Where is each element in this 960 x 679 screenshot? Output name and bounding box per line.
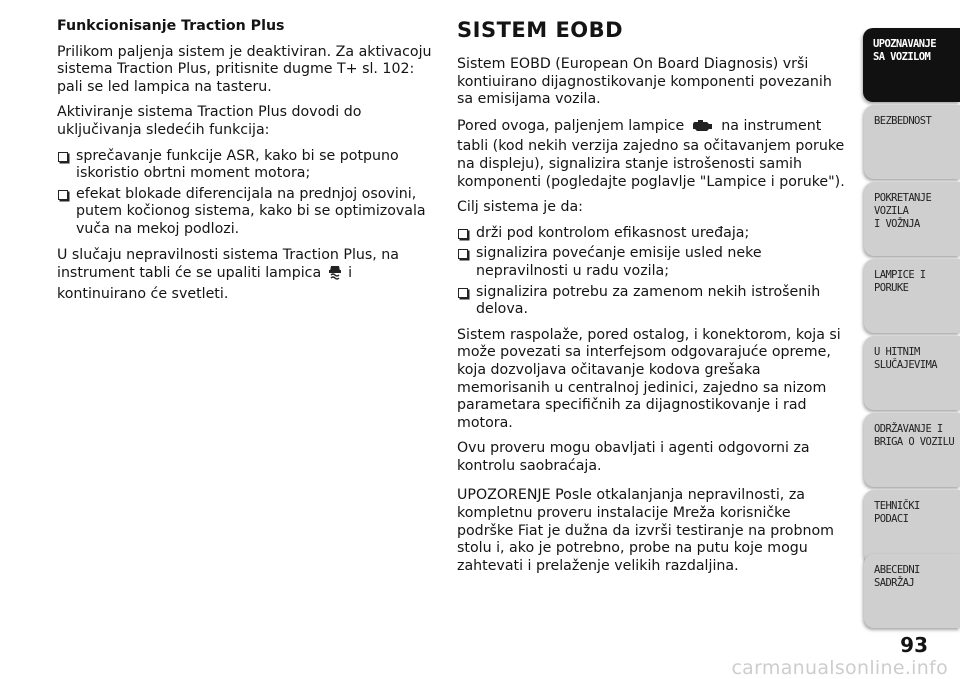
paragraph: Pored ovoga, paljenjem lampice na instrument tabli (kod nekih verzija zajedno sa očitavanjem poruke na displeju), signalizira stanje istrošenosti samih komponenti (pogledajte poglavlje "Lampice i poruke"). bbox=[457, 117, 845, 190]
watermark: carmanualsonline.info bbox=[731, 657, 948, 679]
tab-lampice-i-poruke[interactable]: LAMPICE I PORUKE bbox=[864, 259, 960, 333]
paragraph: U slučaju nepravilnosti sistema Traction Plus, na instrument tabli će se upaliti lampica i kontinuirano će svetleti. bbox=[57, 246, 399, 302]
paragraph: Cilj sistema je da: bbox=[457, 199, 583, 216]
paragraph: Aktiviranje sistema Traction Plus dovodi do uključivanja sledećih funkcija: bbox=[57, 104, 362, 138]
bullet-box-icon bbox=[458, 249, 468, 259]
tab-upoznavanje-sa-vozilom[interactable]: UPOZNAVANJE SA VOZILOM bbox=[863, 28, 960, 102]
section-title: SISTEM EOBD bbox=[457, 18, 624, 42]
page-number: 93 bbox=[900, 633, 928, 657]
bullet-list bbox=[57, 148, 437, 239]
left-column bbox=[57, 18, 437, 311]
tab-pokretanje-vozila[interactable]: POKRETANJE VOZILA I VOŽNJA bbox=[864, 182, 960, 256]
bullet-box-icon bbox=[458, 288, 468, 298]
list-item: efekat blokade diferencijala na prednjoj osovini, putem kočionog sistema, kako bi se optimizovala vuča na mekoj podlozi. bbox=[57, 186, 437, 239]
paragraph: Sistem EOBD (European On Board Diagnosis) vrši kontiuirano dijagnostikovanje komponenti povezanih sa emisijama vozila. bbox=[457, 56, 832, 108]
list-item: signalizira potrebu za zamenom nekih istrošenih delova. bbox=[457, 284, 847, 319]
list-item: signalizira povećanje emisije usled neke nepravilnosti u radu vozila; bbox=[457, 245, 847, 280]
tab-odrzavanje[interactable]: ODRŽAVANJE I BRIGA O VOZILU bbox=[864, 413, 960, 487]
tab-tehnicki-podaci[interactable]: TEHNIČKI PODACI bbox=[864, 490, 960, 564]
list-item: sprečavanje funkcije ASR, kako bi se potpuno iskoristio obrtni moment motora; bbox=[57, 148, 437, 183]
bullet-box-icon bbox=[58, 152, 68, 162]
paragraph: Ovu proveru mogu obavljati i agenti odgovorni za kontrolu saobraćaja. bbox=[457, 440, 810, 474]
subheading-traction-plus: Funkcionisanje Traction Plus bbox=[57, 18, 285, 34]
tab-abecedni-sadrzaj[interactable]: ABECEDNI SADRŽAJ bbox=[864, 554, 960, 628]
right-column bbox=[457, 18, 847, 583]
engine-check-icon bbox=[691, 117, 715, 139]
bullet-list bbox=[457, 225, 847, 319]
bullet-box-icon bbox=[458, 229, 468, 239]
traction-warning-icon bbox=[328, 264, 342, 286]
warning-label: UPOZORENJE bbox=[457, 487, 551, 504]
list-item: drži pod kontrolom efikasnost uređaja; bbox=[457, 225, 847, 243]
bullet-box-icon bbox=[58, 190, 68, 200]
tab-u-hitnim-slucajevima[interactable]: U HITNIM SLUČAJEVIMA bbox=[864, 336, 960, 410]
paragraph: Sistem raspolaže, pored ostalog, i konektorom, koja si može povezati sa interfejsom odgovarajuće opreme, koja dozvoljava očitavanje kodova grešaka memorisanih u centralnoj jedinici, zajedno sa nizom parametara specifičnih za dijagnostikovanje i rad motora. bbox=[457, 326, 841, 431]
paragraph: Prilikom paljenja sistem je deaktiviran. Za aktivacoju sistema Traction Plus, pritisnite dugme T+ sl. 102: pali se led lampica na tasteru. bbox=[57, 43, 432, 95]
chapter-sidebar bbox=[863, 0, 960, 678]
warning-paragraph: UPOZORENJE Posle otkalanjanja nepravilnosti, za kompletnu proveru instalacije Mreža korisničke podrške Fiat je dužna da izvrši testiranje na probnom stolu i, ako je potrebno, probe na putu koje mogu zahtevati i prelaženje velikih razdaljina. bbox=[457, 487, 834, 574]
tab-bezbednost[interactable]: BEZBEDNOST bbox=[864, 105, 960, 179]
